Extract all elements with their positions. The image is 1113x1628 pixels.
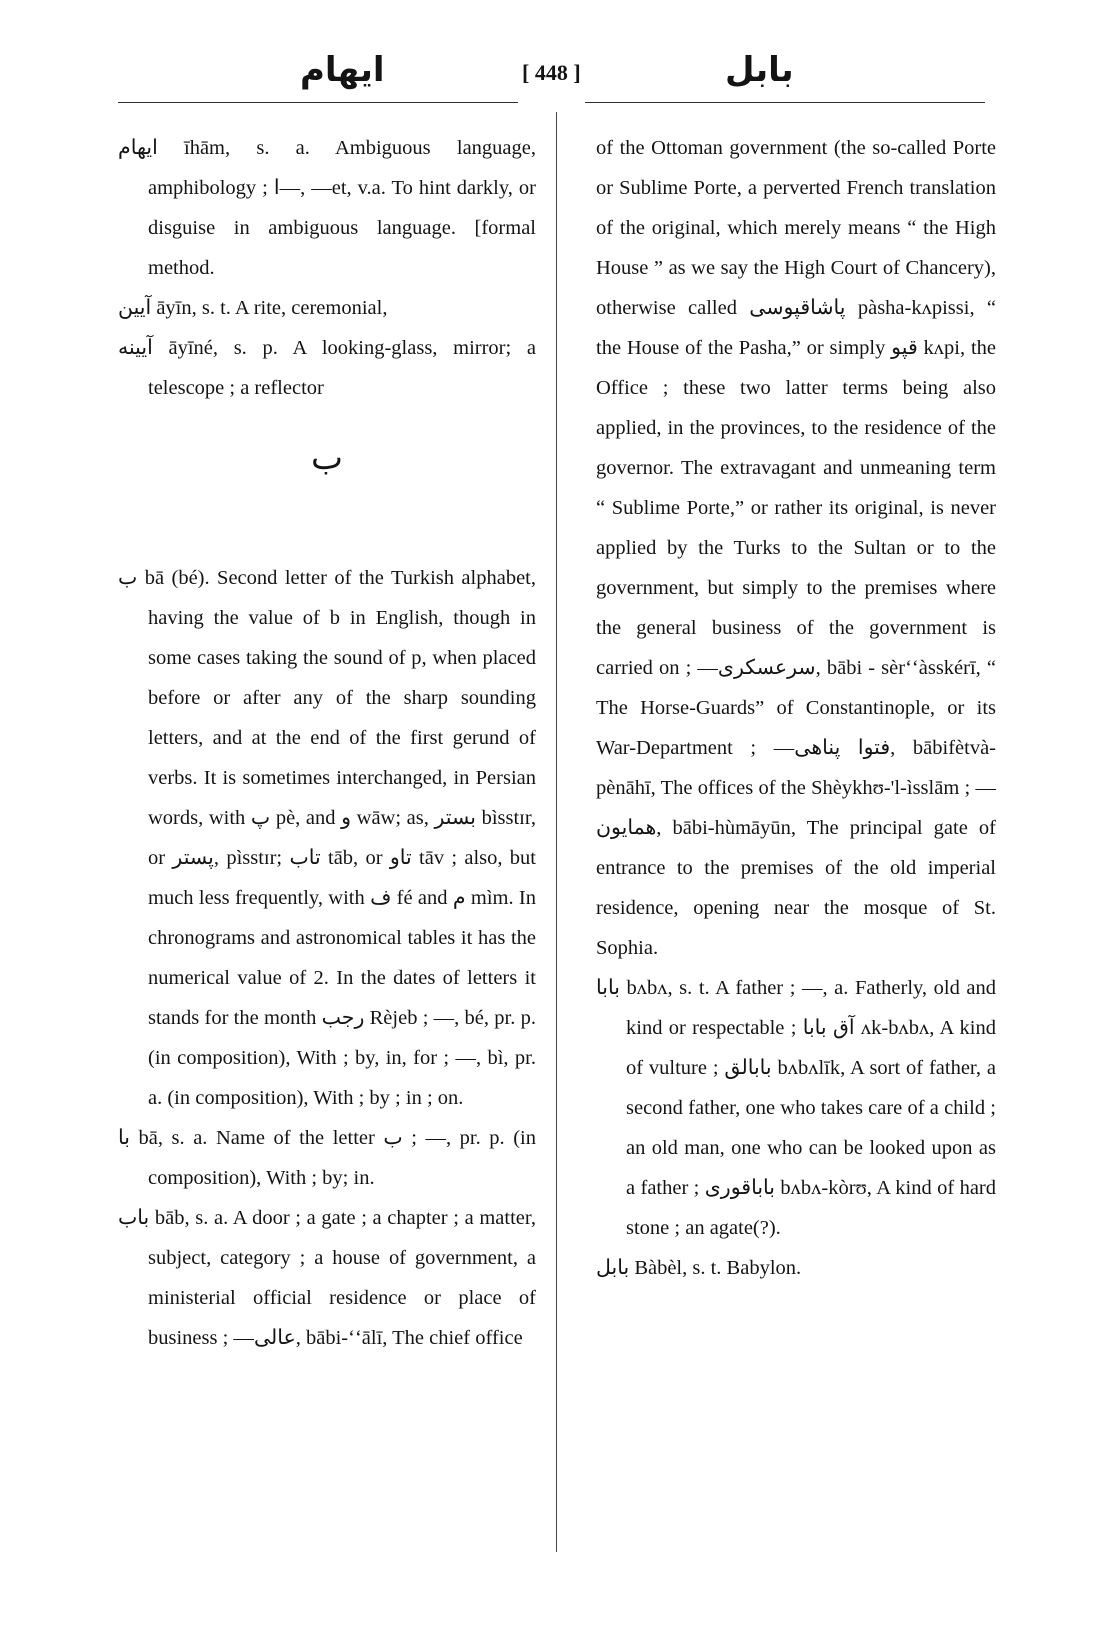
entry-bab-continuation: of the Ottoman government (the so-called Porte or Sublime Porte, a perverted French translation of the original, which merely means “ the High House ” as we say the High Court of Chancery), otherwise called پاشاقپوسی pàsha-kʌpissi, “ the House of the Pasha,” or simply قپو kʌpi, the Office ; these two latter terms being also applied, in the provinces, to the residence of the governor. The extravagant and unmeaning term “ Sublime Porte,” or rather its original, is never applied by the Turks to the Sultan or to the government, but simply to the premises where the general business of the government is carried on ; —سرعسکری, bābi - sèrʻʻàsskérī, “ The Horse-Guards” of Constantinople, or its War-Department ; —فتوا پناهی, bābifètvà-pènāhī, The offices of the Shèykhʊ-'l-ìsslām ; —همایون, bābi-hùmāyūn, The principal gate of entrance to the premises of the old imperial residence, opening near the mosque of St. Sophia. <box>596 137 997 959</box>
entry-babel: بابل Bàbèl, s. t. Babylon. <box>596 1257 802 1279</box>
header-rule-left <box>118 102 518 103</box>
entry-ayin: آیین āyīn, s. t. A rite, ceremonial, <box>118 297 388 319</box>
right-column <box>596 128 996 1288</box>
left-column <box>118 128 536 1358</box>
page-number: [ 448 ] <box>522 60 581 85</box>
column-divider <box>556 112 557 1552</box>
entry-ba: با bā, s. a. Name of the letter ب ; —, pr. p. (in composition), With ; by; in. <box>118 1127 536 1189</box>
entry-iham: ایهام īhām, s. a. Ambiguous language, amphibology ; ا—, —et, v.a. To hint darkly, or disguise in ambiguous language. [formal method. <box>118 137 536 279</box>
header-left-catchword: ایهام <box>300 50 385 90</box>
entry-bab: باب bāb, s. a. A door ; a gate ; a chapter ; a matter, subject, category ; a house of government, a ministerial official residence or place of business ; —عالی, bābi-ʻʻālī, The chief office <box>118 1207 536 1349</box>
section-letter-heading: ب <box>310 438 343 478</box>
entry-ayine: آیینه āyīné, s. p. A looking-glass, mirror; a telescope ; a reflector <box>118 337 536 399</box>
header-right-catchword: بابل <box>725 50 794 90</box>
entry-ba-letter: ب bā (bé). Second letter of the Turkish alphabet, having the value of b in English, though in some cases taking the sound of p, when placed before or after any of the sharp sounding letters, and at the end of the first gerund of verbs. It is sometimes interchanged, in Persian words, with پ pè, and و wāw; as, بستر bìsstɪr, or پستر, pìsstɪr; تاب tāb, or تاو tāv ; also, but much less frequently, with ف fé and م mìm. In chronograms and astronomical tables it has the numerical value of 2. In the dates of letters it stands for the month رجب Rèjeb ; —, bé, pr. p. (in composition), With ; by, in, for ; —, bì, pr. a. (in composition), With ; by ; in ; on. <box>118 567 537 1109</box>
header-rule-right <box>585 102 985 103</box>
page-header <box>0 50 1113 110</box>
entry-baba: بابا bʌbʌ, s. t. A father ; —, a. Fatherly, old and kind or respectable ; آق بابا ʌk-bʌbʌ, A kind of vulture ; بابالق bʌbʌlīk, A sort of father, a second father, one who takes care of a child ; an old man, one who can be looked upon as a father ; باباقوری bʌbʌ-kòrʊ, A kind of hard stone ; an agate(?). <box>596 977 997 1239</box>
